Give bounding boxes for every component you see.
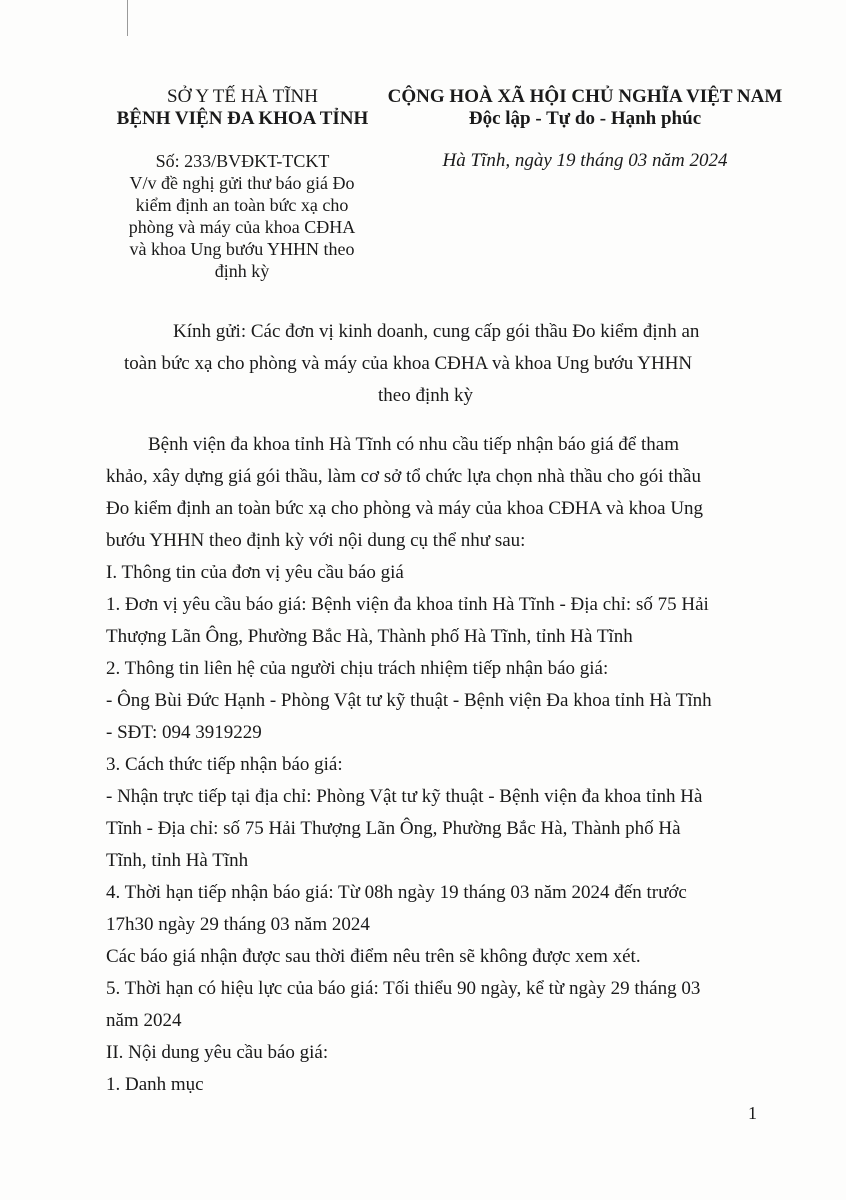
body-line: 17h30 ngày 29 tháng 03 năm 2024 (106, 914, 370, 935)
document-subject (117, 172, 367, 282)
body-line: 3. Cách thức tiếp nhận báo giá: (106, 754, 343, 775)
body-line: Bệnh viện đa khoa tỉnh Hà Tĩnh có nhu cầu tiếp nhận báo giá để tham (148, 434, 679, 455)
body-line: Tĩnh, tỉnh Hà Tĩnh (106, 850, 249, 871)
subject-line: và khoa Ung bướu YHHN theo (129, 239, 355, 259)
body-line: 2. Thông tin liên hệ của người chịu trách nhiệm tiếp nhận báo giá: (106, 658, 609, 679)
body-line: - Ông Bùi Đức Hạnh - Phòng Vật tư kỹ thuật - Bệnh viện Đa khoa tỉnh Hà Tĩnh (106, 690, 712, 711)
scan-mark (127, 0, 128, 36)
recipient-line: Kính gửi: Các đơn vị kinh doanh, cung cấp gói thầu Đo kiểm định an (173, 321, 700, 342)
subject-line: định kỳ (214, 261, 270, 281)
page-number: 1 (748, 1103, 757, 1123)
body-line: Tĩnh - Địa chỉ: số 75 Hải Thượng Lãn Ông, Phường Bắc Hà, Thành phố Hà (106, 818, 681, 839)
recipient-line: theo định kỳ (378, 385, 473, 406)
nation-title: CỘNG HOÀ XÃ HỘI CHỦ NGHĨA VIỆT NAM (387, 86, 783, 107)
section-heading: II. Nội dung yêu cầu báo giá: (106, 1042, 329, 1063)
body-line: 1. Đơn vị yêu cầu báo giá: Bệnh viện đa khoa tỉnh Hà Tĩnh - Địa chỉ: số 75 Hải (106, 594, 709, 615)
section-heading: I. Thông tin của đơn vị yêu cầu báo giá (106, 562, 404, 583)
place-date: Hà Tĩnh, ngày 19 tháng 03 năm 2024 (442, 150, 728, 171)
body-line: Đo kiểm định an toàn bức xạ cho phòng và máy của khoa CĐHA và khoa Ung (106, 498, 704, 519)
body-line: khảo, xây dựng giá gói thầu, làm cơ sở tổ chức lựa chọn nhà thầu cho gói thầu (106, 466, 701, 487)
body-line: Các báo giá nhận được sau thời điểm nêu trên sẽ không được xem xét. (106, 946, 641, 967)
recipient-line: toàn bức xạ cho phòng và máy của khoa CĐHA và khoa Ung bướu YHHN (124, 353, 693, 374)
body-line: - Nhận trực tiếp tại địa chỉ: Phòng Vật tư kỹ thuật - Bệnh viện đa khoa tỉnh Hà (106, 786, 703, 807)
body-line: bướu YHHN theo định kỳ với nội dung cụ thể như sau: (106, 530, 526, 551)
body-line: Thượng Lãn Ông, Phường Bắc Hà, Thành phố Hà Tĩnh, tỉnh Hà Tĩnh (106, 626, 633, 647)
subject-line: kiểm định an toàn bức xạ cho (135, 195, 349, 215)
motto: Độc lập - Tự do - Hạnh phúc (468, 108, 702, 129)
body-line: - SĐT: 094 3919229 (106, 722, 262, 743)
subject-line: phòng và máy của khoa CĐHA (128, 217, 356, 237)
document-number: Số: 233/BVĐKT-TCKT (155, 151, 330, 171)
body-line: năm 2024 (106, 1010, 182, 1031)
subject-line: V/v đề nghị gửi thư báo giá Đo (129, 173, 355, 193)
hospital-name: BỆNH VIỆN ĐA KHOA TỈNH (116, 108, 369, 129)
body-line: 5. Thời hạn có hiệu lực của báo giá: Tối thiểu 90 ngày, kể từ ngày 29 tháng 03 (106, 978, 701, 999)
agency-name: SỞ Y TẾ HÀ TĨNH (167, 86, 318, 107)
body-line: 1. Danh mục (106, 1074, 204, 1095)
body-text (106, 429, 712, 1101)
body-line: 4. Thời hạn tiếp nhận báo giá: Từ 08h ngày 19 tháng 03 năm 2024 đến trước (106, 882, 687, 903)
